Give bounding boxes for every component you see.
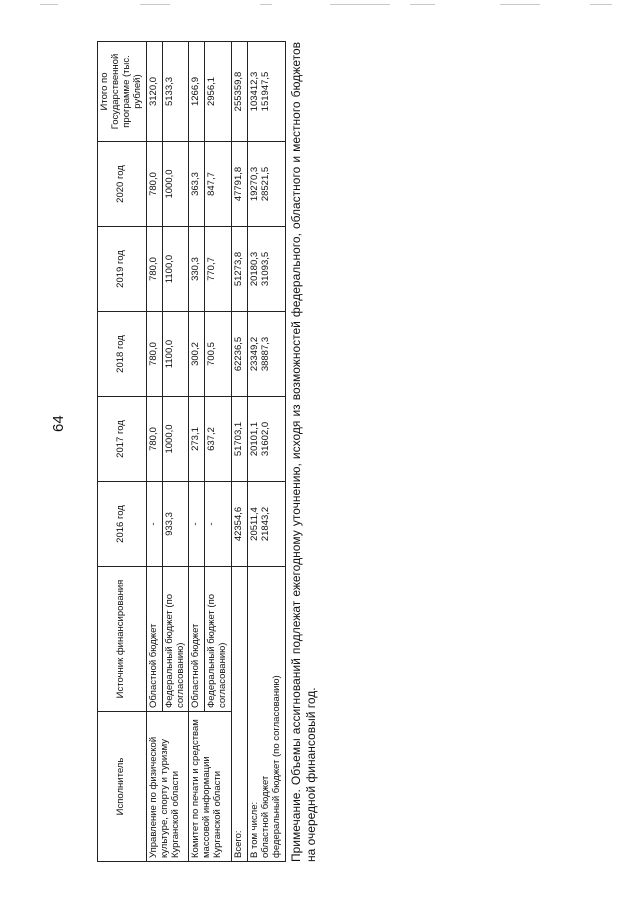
value-cell: 780,0 <box>146 142 162 227</box>
value-cell: 1100,0 <box>162 227 189 312</box>
value-cell: 300,2 <box>189 312 205 397</box>
source-cell: Федеральный бюджет (по согласованию) <box>205 567 232 712</box>
value-cell: - <box>205 482 232 567</box>
value-cell: 847,7 <box>205 142 232 227</box>
value-cell: 780,0 <box>146 397 162 482</box>
source-cell: Федеральный бюджет (по согласованию) <box>162 567 189 712</box>
summary-value: 51703,1 <box>232 397 248 482</box>
breakdown-value: 20180,3 31093,5 <box>248 227 286 312</box>
header-executor: Исполнитель <box>98 712 147 862</box>
page-number: 64 <box>50 415 67 432</box>
summary-value: 47791,8 <box>232 142 248 227</box>
value-cell: - <box>189 482 205 567</box>
breakdown-total: 103412,3 151947,5 <box>248 42 286 142</box>
breakdown-label: В том числе: областной бюджет федеральный бюджет (по согласованию) <box>248 567 286 862</box>
breakdown-value: 23349,2 38887,3 <box>248 312 286 397</box>
value-cell: 780,0 <box>146 227 162 312</box>
value-cell: 1100,0 <box>162 312 189 397</box>
value-cell: 330,3 <box>189 227 205 312</box>
value-cell: 700,5 <box>205 312 232 397</box>
value-cell: 363,3 <box>189 142 205 227</box>
scan-edge-noise <box>0 4 640 12</box>
value-cell: 933,3 <box>162 482 189 567</box>
source-cell: Областной бюджет <box>146 567 162 712</box>
header-2017: 2017 год <box>98 397 147 482</box>
value-cell: - <box>146 482 162 567</box>
breakdown-value: 20511,4 21843,2 <box>248 482 286 567</box>
executor-cell: Комитет по печати и средствам массовой информации Курганской области <box>189 712 232 862</box>
summary-row <box>232 42 248 862</box>
summary-label: Всего: <box>232 567 248 862</box>
summary-value: 42354,6 <box>232 482 248 567</box>
summary-value: 62236,5 <box>232 312 248 397</box>
total-cell: 5133,3 <box>162 42 189 142</box>
header-2020: 2020 год <box>98 142 147 227</box>
header-source: Источник финансирования <box>98 567 147 712</box>
total-cell: 3120,0 <box>146 42 162 142</box>
header-2016: 2016 год <box>98 482 147 567</box>
summary-value: 51273,8 <box>232 227 248 312</box>
header-2018: 2018 год <box>98 312 147 397</box>
executor-cell: Управление по физической культуре, спорту и туризму Курганской области <box>146 712 189 862</box>
header-row <box>98 42 147 862</box>
header-2019: 2019 год <box>98 227 147 312</box>
breakdown-row <box>248 42 286 862</box>
value-cell: 780,0 <box>146 312 162 397</box>
table-row <box>189 42 205 862</box>
header-total: Итого по Государственной программе (тыс. рублей) <box>98 42 147 142</box>
footnote: Примечание. Объемы ассигнований подлежат ежегодному уточнению, исходя из возможностей федерального, областного и местного бюджетов на очередной финансовый год. <box>288 42 318 862</box>
rotated-page-content <box>97 42 322 862</box>
value-cell: 1000,0 <box>162 142 189 227</box>
breakdown-value: 20101,1 31602,0 <box>248 397 286 482</box>
source-cell: Областной бюджет <box>189 567 205 712</box>
total-cell: 1266,9 <box>189 42 205 142</box>
value-cell: 770,7 <box>205 227 232 312</box>
total-cell: 2956,1 <box>205 42 232 142</box>
value-cell: 637,2 <box>205 397 232 482</box>
table-row <box>146 42 162 862</box>
financing-table <box>97 41 286 862</box>
value-cell: 1000,0 <box>162 397 189 482</box>
breakdown-value: 19270,3 28521,5 <box>248 142 286 227</box>
summary-total: 255359,8 <box>232 42 248 142</box>
value-cell: 273,1 <box>189 397 205 482</box>
